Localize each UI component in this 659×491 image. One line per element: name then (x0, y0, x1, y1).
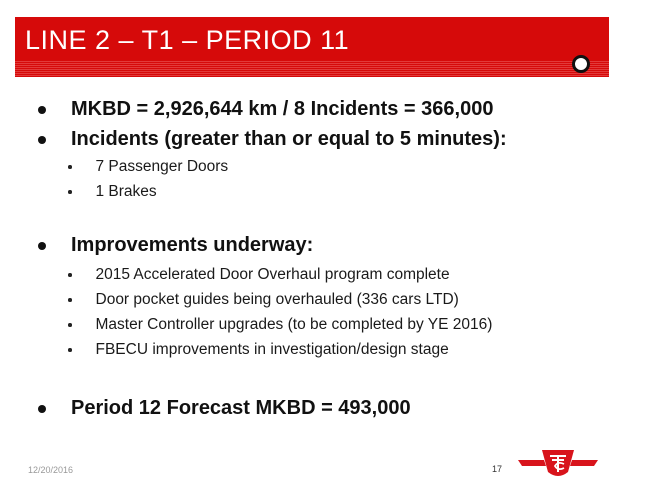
title-bar (15, 17, 609, 77)
circle-marker-icon (572, 55, 590, 73)
bullet-dot-icon (68, 323, 72, 327)
sub-bullet (68, 183, 157, 201)
bullet-text: Period 12 Forecast MKBD = 493,000 (71, 397, 411, 419)
bullet-dot-icon (68, 273, 72, 277)
title-bar-stripe (15, 60, 609, 77)
page-number: 17 (492, 464, 503, 474)
sub-bullet (68, 341, 449, 359)
bullet-mkbd (38, 98, 493, 121)
sub-bullet-text: 2015 Accelerated Door Overhaul program complete (95, 266, 450, 283)
bullet-improvements (38, 234, 313, 257)
footer-date: 12/20/2016 (28, 465, 74, 475)
bullet-incidents (38, 128, 507, 151)
sub-bullet (68, 291, 459, 309)
ttc-logo-icon (518, 446, 598, 482)
sub-bullet-text: FBECU improvements in investigation/design stage (95, 341, 449, 358)
bullet-dot-icon (68, 348, 72, 352)
bullet-text: Incidents (greater than or equal to 5 minutes): (71, 128, 507, 150)
sub-bullet (68, 266, 450, 284)
bullet-forecast (38, 397, 411, 420)
bullet-text: MKBD = 2,926,644 km / 8 Incidents = 366,000 (71, 98, 494, 120)
bullet-text: Improvements underway: (71, 234, 314, 256)
bullet-dot-icon (38, 106, 46, 114)
sub-bullet-text: 1 Brakes (95, 183, 157, 200)
bullet-dot-icon (68, 298, 72, 302)
sub-bullet (68, 316, 492, 334)
sub-bullet-text: Door pocket guides being overhauled (336 cars LTD) (95, 291, 459, 308)
sub-bullet-text: 7 Passenger Doors (95, 158, 229, 175)
bullet-dot-icon (38, 405, 46, 413)
sub-bullet (68, 158, 228, 176)
bullet-dot-icon (68, 190, 72, 194)
bullet-dot-icon (38, 136, 46, 144)
bullet-dot-icon (68, 165, 72, 169)
bullet-dot-icon (38, 242, 46, 250)
sub-bullet-text: Master Controller upgrades (to be completed by YE 2016) (95, 316, 493, 333)
slide-title: LINE 2 – T1 – PERIOD 11 (25, 25, 350, 55)
